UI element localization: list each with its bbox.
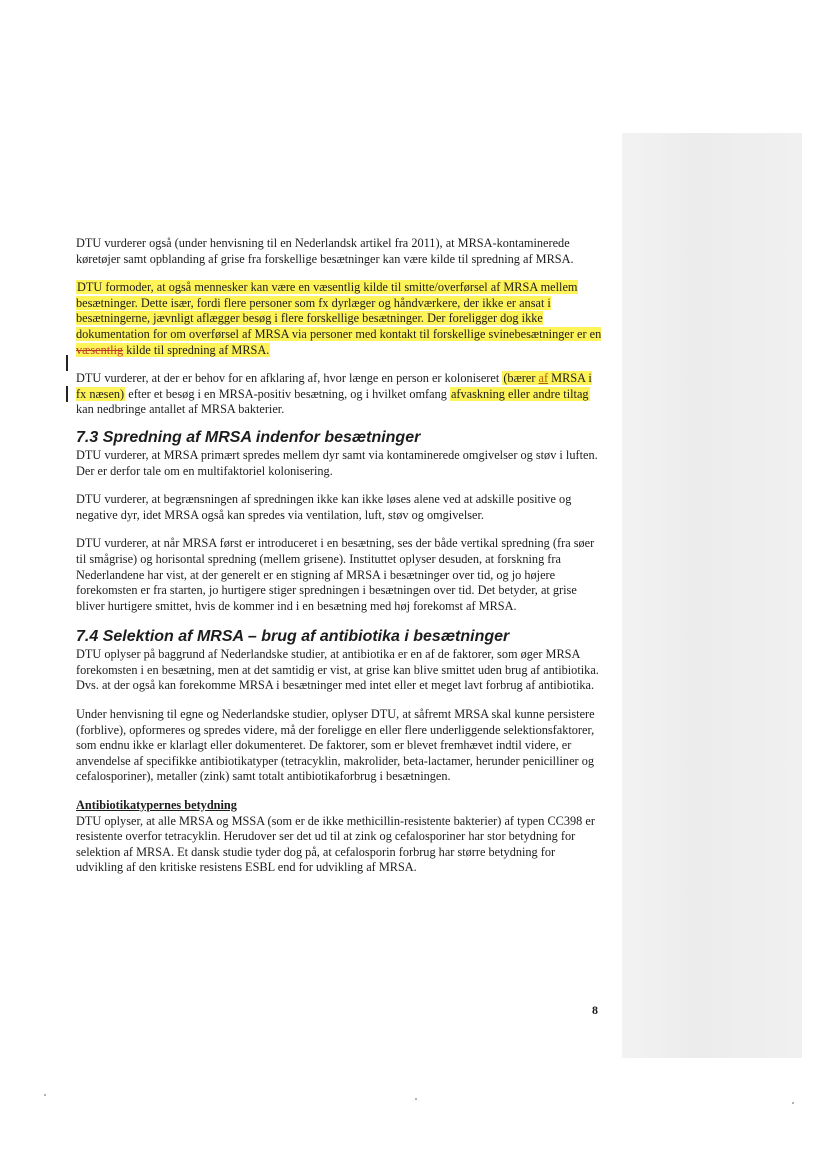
highlight-humans: DTU formoder, at også mennesker kan være en væsentlig kilde til smitte/overførsel af MRSA mellem besætninger. Dette især, fordi flere personer som fx dyrlæger og håndværkere, der ikke er ansat i besætningerne, jævnligt aflægger besøg i flere forskellige besætninger. Der foreligger dog ikke dokumentation for om overførsel af MRSA via personer med kontakt til forskellige svinebesætninger er en væsentlig kilde til spredning af MRSA. xyxy=(76,280,602,357)
heading-7-3: 7.3 Spredning af MRSA indenfor besætninger xyxy=(76,428,421,446)
deleted-word: væsentlig xyxy=(76,342,124,357)
scan-speck xyxy=(792,1102,794,1104)
scan-speck xyxy=(415,1098,417,1100)
paragraph-colonisation: DTU vurderer, at der er behov for en afklaring af, hvor længe en person er koloniseret (bærer af MRSA i fx næsen) efter et besøg i en MRSA-positiv besætning, og i hvilket omfang afvaskning eller andre tiltag kan nedbringe antallet af MRSA bakterier. xyxy=(76,371,592,417)
scan-speck xyxy=(44,1094,46,1096)
paragraph-vehicles: DTU vurderer også (under henvisning til en Nederlandsk artikel fra 2011), at MRSA-kontaminerede køretøjer samt opblanding af grise fra forskellige besætninger kan være kilde til spredning af MRSA. xyxy=(76,236,574,266)
page-number: 8 xyxy=(592,1003,598,1017)
change-bar-1 xyxy=(66,355,68,371)
document-body xyxy=(76,236,604,876)
paragraph-antibiotics: DTU oplyser på baggrund af Nederlandske studier, at antibiotika er en af de faktorer, som øger MRSA forekomsten i en besætning, men at det samtidig er vist, at grise kan blive smittet uden brug af antibiotika. Dvs. at der også kan forekomme MRSA i besætninger med intet eller et meget lavt forbrug af antibiotika. xyxy=(76,647,599,693)
inserted-word: af xyxy=(538,371,549,386)
highlight-carrier: (bærer af MRSA i fx næsen) xyxy=(76,371,592,401)
paragraph-vertical-horizontal: DTU vurderer, at når MRSA først er introduceret i en besætning, ses der både vertikal spredning (fra søer til smågrise) og horisontal spredning (mellem grisene). Instituttet oplyser desuden, at forskning fra Nederlandene har vist, at der generelt er en stigning af MRSA i besætninger over tid, og jo højere forekomsten er fra starten, jo hurtigere stiger spredningen i besætningen over tid. Det betyder, at grise bliver hurtigere smittet, hvis de kommer ind i en besætning med høj forekomst af MRSA. xyxy=(76,536,595,613)
subheading-antibiotic-types: Antibiotikatypernes betydning xyxy=(76,798,237,813)
paragraph-cc398: DTU oplyser, at alle MRSA og MSSA (som er de ikke methicillin-resistente bakterier) af typen CC398 er resistente overfor tetracyklin. Herudover ser det ud til at zink og cefalosporiner har stor betydning for selektion af MRSA. Et dansk studie tyder dog på, at cefalosporin forbrug har større betydning for udvikling af den kritiske resistens ESBL end for udvikling af MRSA. xyxy=(76,813,595,875)
heading-7-4: 7.4 Selektion af MRSA – brug af antibiotika i besætninger xyxy=(76,628,510,646)
scan-shadow xyxy=(622,133,802,1058)
paragraph-spread-animals: DTU vurderer, at MRSA primært spredes mellem dyr samt via kontaminerede omgivelser og støv i luften. Der er derfor tale om en multifaktoriel kolonisering. xyxy=(76,447,598,478)
highlight-washing: afvaskning eller andre tiltag xyxy=(450,386,589,401)
paragraph-humans-source xyxy=(76,280,604,358)
paragraph-separation: DTU vurderer, at begrænsningen af spredningen ikke kan ikke løses alene ved at adskille positive og negative dyr, idet MRSA også kan spredes via ventilation, luft, støv og omgivelser. xyxy=(76,492,572,522)
change-bar-2 xyxy=(66,386,68,402)
paragraph-selection-factors: Under henvisning til egne og Nederlandske studier, oplyser DTU, at såfremt MRSA skal kunne persistere (forblive), opformeres og spredes videre, må der foreligge en eller flere underliggende selektionsfaktorer, som endnu ikke er klarlagt eller dokumenteret. De faktorer, som er blevet fremhævet indtil videre, er anvendelse af specifikke antibiotikatyper (tetracyklin, makrolider, beta-lactamer, herunder penicilliner og cefalosporiner), metaller (zink) samt totalt antibiotikaforbrug i besætningen. xyxy=(76,707,595,784)
